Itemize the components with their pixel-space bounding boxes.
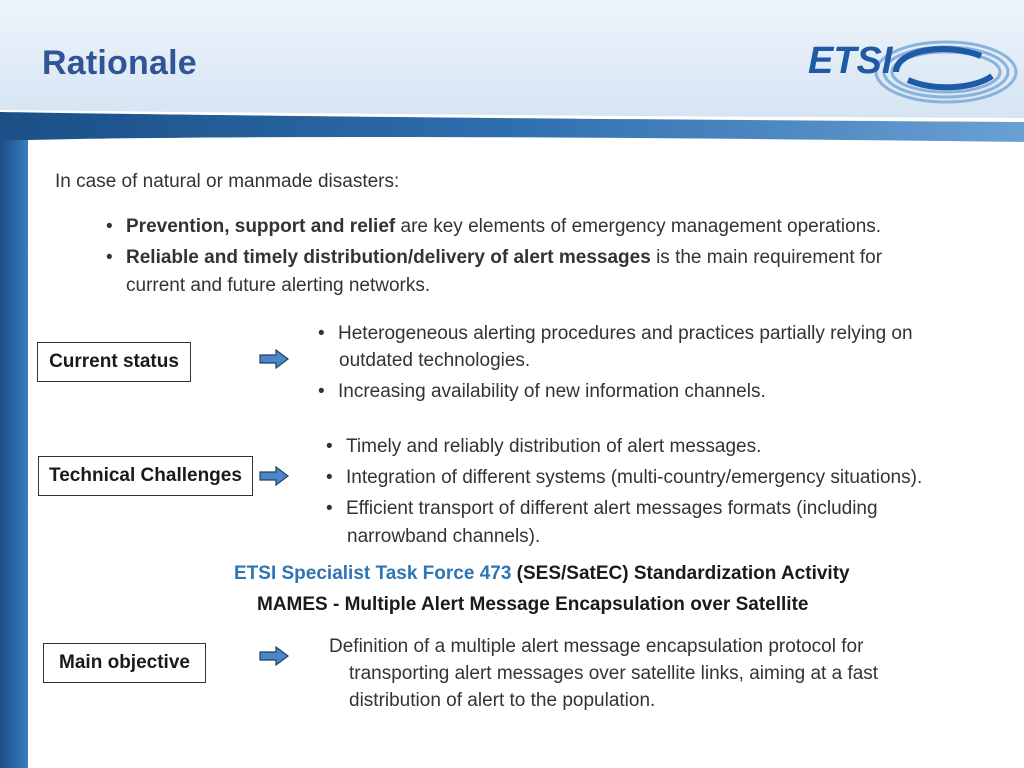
main-objective-line-3: distribution of alert to the population. (349, 690, 656, 711)
bullet-dot: • (326, 498, 333, 519)
main-objective-line-1: Definition of a multiple alert message encapsulation protocol for (329, 636, 864, 657)
bullet-dot: • (106, 247, 113, 268)
left-accent-bar (0, 140, 28, 768)
main-objective-line-2: transporting alert messages over satellite links, aiming at a fast (349, 663, 879, 684)
slide-header (0, 0, 1024, 150)
technical-challenges-label: Technical Challenges (38, 456, 253, 496)
intro-text: In case of natural or manmade disasters: (55, 171, 400, 192)
bullet-text: Increasing availability of new information channels. (338, 381, 766, 402)
etsi-logo (796, 36, 1018, 108)
right-arrow-icon (259, 466, 289, 486)
bullet-bold-text: Reliable and timely distribution/delivery of alert messages (126, 247, 651, 268)
right-arrow-icon (259, 646, 289, 666)
bullet-text: Integration of different systems (multi-country/emergency situations). (346, 467, 923, 488)
bullet-text: is the main requirement for (650, 247, 883, 268)
bullet-dot: • (326, 467, 333, 488)
page-title: Rationale (42, 44, 197, 82)
top-bullet-2-continuation: current and future alerting networks. (126, 275, 431, 296)
bullet-dot: • (318, 323, 325, 344)
stf-activity-text: (SES/SatEC) Standardization Activity (511, 563, 850, 584)
etsi-logo-text: ETSI (808, 40, 893, 82)
bullet-dot: • (106, 216, 113, 237)
stf-highlight-text: ETSI Specialist Task Force 473 (234, 563, 512, 584)
current-status-label: Current status (37, 342, 191, 382)
bullet-text: Efficient transport of different alert messages formats (including (346, 498, 878, 519)
stf-heading (234, 560, 850, 588)
bullet-bold-text: Prevention, support and relief (126, 216, 396, 237)
technical-challenges-bullet-3-line2: narrowband channels). (347, 526, 541, 547)
bullet-text: Timely and reliably distribution of alert messages. (346, 436, 762, 457)
bullet-dot: • (326, 436, 333, 457)
bullet-text: are key elements of emergency management operations. (395, 216, 882, 237)
bullet-dot: • (318, 381, 325, 402)
main-objective-label: Main objective (43, 643, 206, 683)
bullet-text: Heterogeneous alerting procedures and practices partially relying on (338, 323, 913, 344)
mames-heading: MAMES - Multiple Alert Message Encapsulation over Satellite (257, 594, 809, 615)
current-status-bullet-1-line2: outdated technologies. (339, 350, 531, 371)
right-arrow-icon (259, 349, 289, 369)
